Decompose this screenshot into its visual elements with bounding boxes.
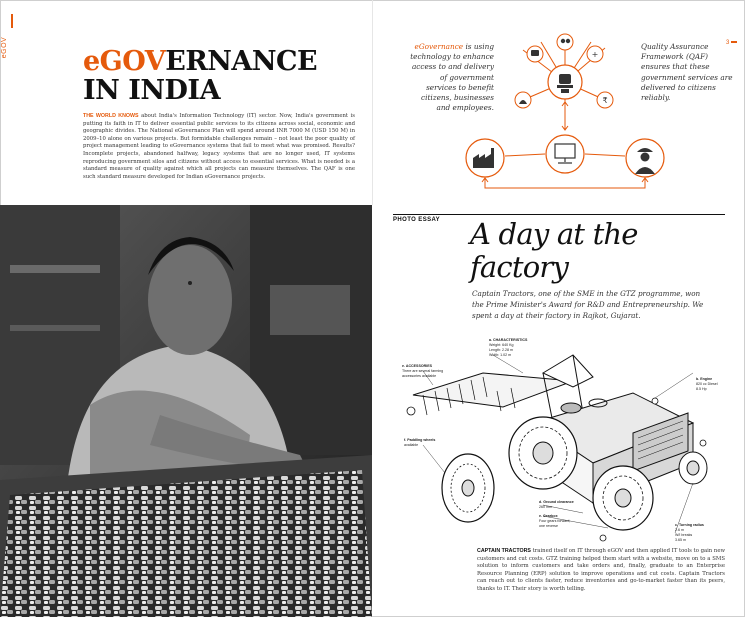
egovernance-caption-accent: eGovernance xyxy=(414,42,464,51)
qaf-caption: Quality Assurance Framework (QAF) ensures that these government services are delivered to citizens reliably. xyxy=(641,42,733,103)
engine-title: b. Engine xyxy=(696,377,713,381)
title-highlight: eGOV xyxy=(83,46,166,77)
turning-radius-line-1: 2.6 m xyxy=(675,528,684,532)
page-gutter xyxy=(372,0,373,205)
body-lead: CAPTAIN TRACTORS xyxy=(477,548,531,554)
section-tag-bar xyxy=(11,14,13,28)
photo-essay-title xyxy=(470,218,670,284)
gearbox-line-2: one reverse xyxy=(539,524,558,528)
egovernance-caption-text: is using technology to enhance access to and delivery of government services to benefit citizens, businesses and employees. xyxy=(410,42,494,113)
paddling-wheels-title: f. Paddling wheels xyxy=(404,438,436,442)
characteristics-width: Width: 1.02 m xyxy=(489,353,512,357)
accessories-title: e. ACCESSORIES xyxy=(402,364,433,368)
photo-essay-label: PHOTO ESSAY xyxy=(393,217,441,223)
photo-essay-title-line-1: A day at the xyxy=(470,217,638,251)
turning-radius-annotation xyxy=(675,523,704,543)
accessories-line-1: There are several farming xyxy=(402,369,444,373)
photo-essay-rule xyxy=(393,214,725,215)
paddling-wheels-line: available xyxy=(404,443,419,447)
section-tag xyxy=(1,14,20,74)
paddling-wheel xyxy=(442,454,494,522)
front-wheel xyxy=(679,452,707,484)
svg-text:+: + xyxy=(591,50,599,59)
gearbox-title: e. Gearbox xyxy=(539,514,558,518)
characteristics-title: a. CHARACTERISTICS xyxy=(489,338,528,342)
accessories-line-2: accessories available xyxy=(402,374,437,378)
engine-line-2: 8.5 Hp xyxy=(696,387,707,391)
characteristics-annotation xyxy=(489,338,527,358)
ground-clearance-line: 260 mm xyxy=(539,505,552,509)
turning-radius-title: c. Turning radius xyxy=(675,523,704,527)
intro-lead: THE WORLD KNOWS xyxy=(83,113,139,119)
body-text: trained itself on IT through eGOV and then applied IT tools to gain new customers and cut costs. GTZ training helped them start with a website, move on to a SMS solution to inform customers and take orders and, finally, graduate to an Enterprise Resource Planning (ERP) solution to improve operations and cut costs. Captain Tractors can reach out to clients faster, reduce inventories and go-to-market faster than its peers, thanks to IT. Their story is worth telling. xyxy=(477,548,725,592)
svg-text:₹: ₹ xyxy=(602,96,608,105)
intro-paragraph xyxy=(83,113,355,181)
egov-diagram xyxy=(455,30,675,205)
title-rest: ERNANCE xyxy=(165,46,318,77)
photo-essay-subtitle: Captain Tractors, one of the SME in the GTZ programme, won the Prime Minister's Award for R&D and Entrepreneurship. We spent a day at their factory in Rajkot, Gujarat. xyxy=(472,289,704,320)
rear-wheel-large xyxy=(509,417,577,489)
turning-radius-line-2: W/I breaks xyxy=(675,533,693,537)
ground-clearance-annotation xyxy=(539,500,574,510)
engine-annotation xyxy=(696,377,718,392)
ground-clearance-title: d. Ground clearance xyxy=(539,500,574,504)
characteristics-weight: Weight: 640 Kg xyxy=(489,343,514,347)
page-number: 3 xyxy=(726,40,730,46)
engine-line-1: 820 cc Diesel xyxy=(696,382,718,386)
welfare-icon xyxy=(557,34,573,50)
accessories-annotation xyxy=(402,364,443,379)
rear-wheel-second xyxy=(593,466,653,530)
gearbox-line-1: Four gears forward, xyxy=(539,519,571,523)
photo-essay-title-line-2: factory xyxy=(470,250,569,284)
characteristics-length: Length: 2.28 m xyxy=(489,348,513,352)
section-tag-label: eGOV xyxy=(1,36,9,59)
intro-body: about India's Information Technology (IT) sector. Now, India's government is putting its faith in IT to deliver essential public services to its citizens across social, economic and geographic divides. The National eGovernance Plan will spend around INR 7000 M (USD 150 M) in 2009–10 alone on various projects. But formidable challenges remain – not least the poor quality of project management leading to eGovernance systems that fail to meet what was promised. Results? Incomplete projects, abandoned halfway, legacy systems that are no longer used, IT systems reproducing government silos and citizens without access to essential services. What is needed is a standard measure of quality against which all projects can measure themselves. The QAF is one such standard measure developed for Indian eGovernance projects. xyxy=(83,113,355,180)
article-title xyxy=(83,46,318,106)
factory-worker-photo xyxy=(0,205,372,617)
paddling-wheels-annotation xyxy=(404,438,435,448)
photo-essay-body xyxy=(477,548,725,594)
computer-circle xyxy=(546,135,584,173)
gearbox-annotation xyxy=(539,514,570,529)
turning-radius-line-3: 3.65 m xyxy=(675,538,686,542)
title-line-2: IN INDIA xyxy=(83,75,221,106)
